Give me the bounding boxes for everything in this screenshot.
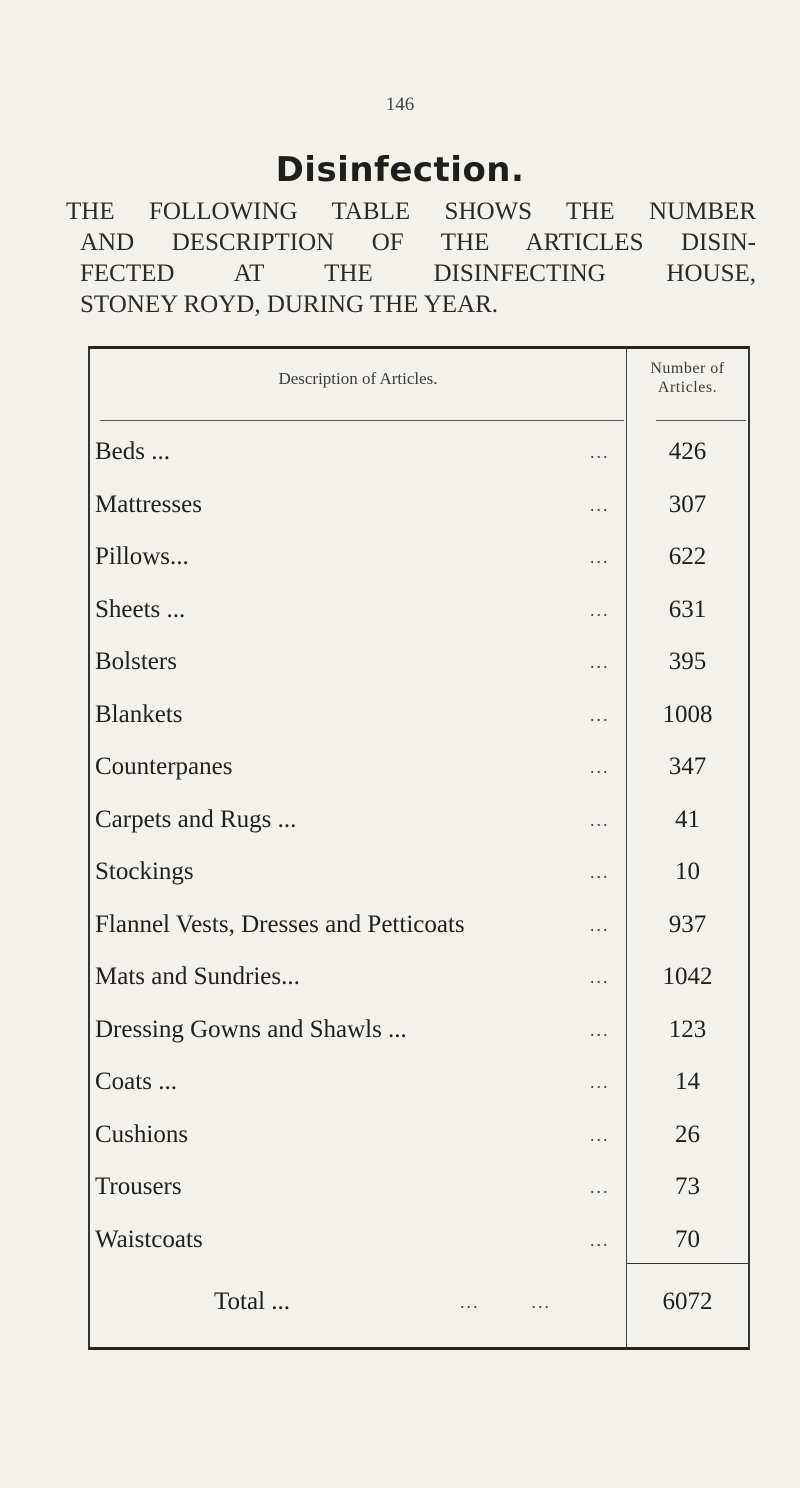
article-description: Trousers (95, 1173, 182, 1200)
header-rule (656, 420, 746, 421)
table-row (90, 1009, 748, 1051)
header-number-line2: Articles. (657, 379, 718, 396)
table-row (90, 484, 748, 526)
leader-dots: ... (590, 809, 610, 830)
article-description: Stockings (95, 858, 194, 885)
leader-dots: ... (590, 1124, 610, 1145)
article-count: 937 (668, 910, 707, 938)
leader-dots: ... (590, 1177, 610, 1197)
intro-line: FECTED AT THE DISINFECTING HOUSE, (80, 260, 756, 287)
article-description: Mattresses (95, 490, 202, 518)
page-number: 146 (385, 94, 415, 115)
table-row (90, 1219, 748, 1261)
article-description: Counterpanes (95, 753, 233, 780)
section-heading: Disinfection. (275, 150, 525, 190)
leader-dots: ... (590, 547, 610, 567)
table-row (90, 746, 748, 788)
total-rule (627, 1263, 748, 1264)
article-count: 41 (675, 805, 700, 833)
article-count: 123 (668, 1015, 707, 1043)
article-count: 70 (675, 1225, 700, 1253)
intro-line: STONEY ROYD, DURING THE YEAR. (80, 291, 499, 318)
header-rule (100, 420, 624, 421)
table-row (90, 1061, 748, 1103)
table-row (90, 431, 748, 473)
intro-line: AND DESCRIPTION OF THE ARTICLES DISIN- (80, 229, 756, 256)
disinfection-table (88, 346, 750, 1350)
article-count: 307 (668, 490, 707, 518)
header-number (627, 359, 748, 397)
leader-dots: ... (590, 494, 610, 515)
leader-dots: ... (590, 442, 610, 462)
total-value: 6072 (662, 1288, 713, 1315)
header-description: Description of Articles. (278, 369, 438, 388)
intro-line: THE FOLLOWING TABLE SHOWS THE NUMBER (66, 198, 756, 225)
article-description: Pillows... (95, 543, 189, 570)
table-row (90, 904, 748, 946)
leader-dots: ... (590, 967, 610, 987)
table-row (90, 956, 748, 998)
table-row (90, 851, 748, 893)
header-number-line1: Number of (650, 360, 725, 377)
article-description: Sheets ... (95, 595, 186, 623)
total-row (90, 1281, 748, 1323)
leader-dots: ... (590, 1229, 610, 1250)
table-row (90, 799, 748, 841)
leader-dots: ... ... (460, 1292, 551, 1312)
leader-dots: ... (590, 862, 610, 882)
article-description: Blankets (95, 700, 183, 728)
article-count: 26 (675, 1120, 700, 1148)
article-description: Mats and Sundries... (95, 963, 300, 990)
leader-dots: ... (590, 914, 610, 935)
article-count: 73 (675, 1173, 700, 1200)
table-row (90, 641, 748, 683)
leader-dots: ... (590, 652, 610, 672)
table-row (90, 589, 748, 631)
article-count: 622 (668, 543, 707, 570)
article-count: 1042 (662, 963, 713, 990)
table-row (90, 536, 748, 578)
table-row (90, 1166, 748, 1208)
table-row (90, 1114, 748, 1156)
article-count: 10 (675, 858, 700, 885)
article-count: 1008 (662, 700, 713, 728)
article-description: Coats ... (95, 1068, 177, 1095)
article-description: Waistcoats (95, 1225, 203, 1253)
intro-paragraph (66, 196, 756, 320)
leader-dots: ... (590, 1019, 610, 1040)
article-count: 347 (668, 753, 707, 780)
leader-dots: ... (590, 599, 610, 620)
article-description: Dressing Gowns and Shawls ... (95, 1015, 407, 1043)
article-count: 395 (668, 648, 707, 675)
table-row (90, 694, 748, 736)
article-count: 14 (675, 1068, 700, 1095)
leader-dots: ... (590, 757, 610, 777)
article-description: Beds ... (95, 438, 170, 465)
article-description: Flannel Vests, Dresses and Petticoats (95, 910, 465, 938)
article-description: Carpets and Rugs ... (95, 805, 297, 833)
article-count: 631 (668, 595, 707, 623)
leader-dots: ... (590, 704, 610, 725)
total-label: Total ... (214, 1288, 291, 1315)
article-description: Cushions (95, 1120, 189, 1148)
article-description: Bolsters (95, 648, 177, 675)
leader-dots: ... (590, 1072, 610, 1092)
article-count: 426 (668, 438, 707, 465)
